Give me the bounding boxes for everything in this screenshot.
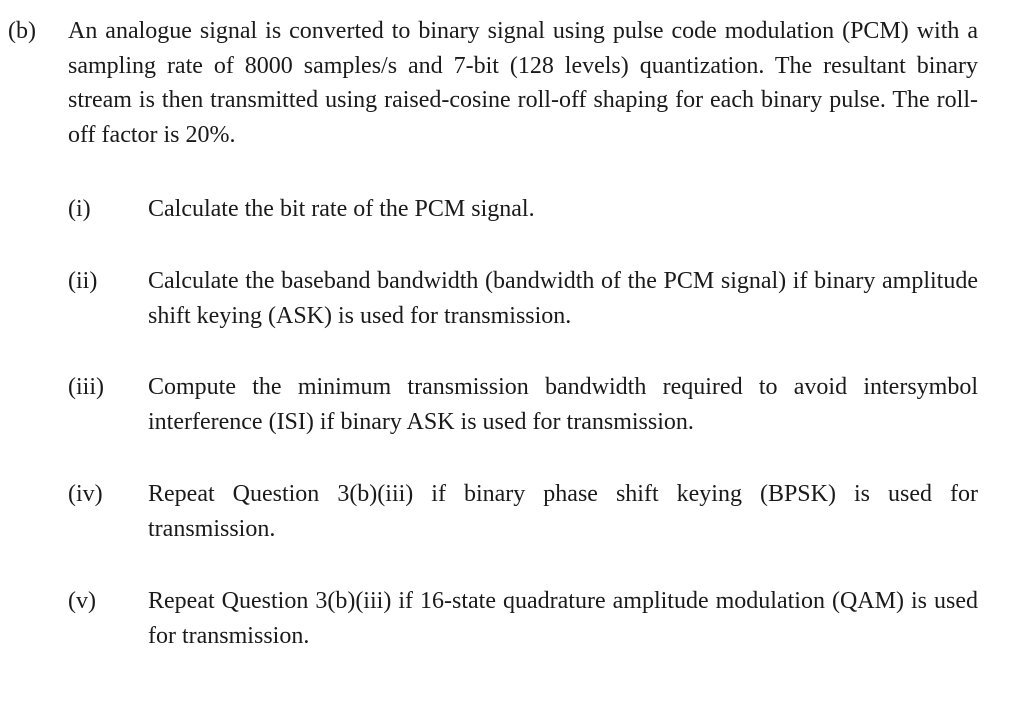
sub-question-label: (ii)	[68, 268, 98, 294]
sub-question-text: Repeat Question 3(b)(iii) if binary phase shift keying (BPSK) is used for transmission.	[148, 481, 978, 542]
sub-question-text: Calculate the bit rate of the PCM signal.	[148, 196, 535, 222]
sub-question-text: Calculate the baseband bandwidth (bandwidth of the PCM signal) if binary amplitude shift keying (ASK) is used for transmission.	[148, 268, 978, 329]
sub-question-text: Compute the minimum transmission bandwidth required to avoid intersymbol interference (ISI) if binary ASK is used for transmission.	[148, 374, 978, 435]
sub-question-label: (i)	[68, 196, 91, 222]
sub-question-label: (v)	[68, 588, 96, 614]
question-label: (b)	[8, 18, 36, 44]
sub-question-label: (iii)	[68, 374, 104, 400]
sub-question-text: Repeat Question 3(b)(iii) if 16-state quadrature amplitude modulation (QAM) is used for transmission.	[148, 588, 978, 649]
sub-question-label: (iv)	[68, 481, 103, 507]
question-intro: An analogue signal is converted to binary signal using pulse code modulation (PCM) with a sampling rate of 8000 samples/s and 7-bit (128 levels) quantization. The resultant binary stream is then transmitted using raised-cosine roll-off shaping for each binary pulse. The roll-off factor is 20%.	[68, 18, 978, 148]
